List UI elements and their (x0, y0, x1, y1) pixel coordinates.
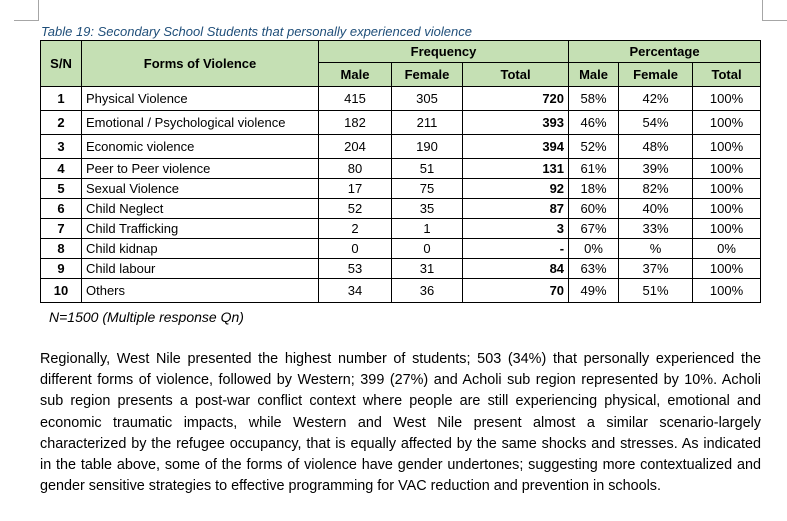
cell-total: 3 (463, 219, 569, 239)
cell-form: Child labour (82, 259, 319, 279)
cell-form: Others (82, 279, 319, 303)
cell-sn: 1 (41, 87, 82, 111)
cell-form: Physical Violence (82, 87, 319, 111)
cell-pct-female: 33% (619, 219, 693, 239)
cell-sn: 8 (41, 239, 82, 259)
cell-pct-male: 67% (569, 219, 619, 239)
cell-pct-total: 100% (693, 279, 761, 303)
cell-pct-female: 51% (619, 279, 693, 303)
table-row (41, 219, 761, 239)
cell-pct-male: 63% (569, 259, 619, 279)
cell-pct-total: 100% (693, 179, 761, 199)
cell-sn: 2 (41, 111, 82, 135)
header-percentage: Percentage (569, 41, 761, 63)
table-row (41, 199, 761, 219)
cell-total: 393 (463, 111, 569, 135)
cell-sn: 3 (41, 135, 82, 159)
cell-pct-total: 100% (693, 159, 761, 179)
cell-sn: 5 (41, 179, 82, 199)
cell-pct-total: 100% (693, 199, 761, 219)
cell-pct-male: 46% (569, 111, 619, 135)
cell-form: Peer to Peer violence (82, 159, 319, 179)
header-sn: S/N (41, 41, 82, 87)
sample-size-note: N=1500 (Multiple response Qn) (49, 309, 244, 325)
cell-pct-total: 100% (693, 259, 761, 279)
table-row (41, 87, 761, 111)
cell-total: 92 (463, 179, 569, 199)
cell-total: 87 (463, 199, 569, 219)
cell-female: 211 (392, 111, 463, 135)
cell-female: 51 (392, 159, 463, 179)
cell-pct-female: 82% (619, 179, 693, 199)
table-row (41, 135, 761, 159)
cell-pct-female: % (619, 239, 693, 259)
cell-female: 1 (392, 219, 463, 239)
cell-pct-female: 54% (619, 111, 693, 135)
header-freq-female: Female (392, 63, 463, 87)
violence-table (40, 40, 761, 303)
table-row (41, 111, 761, 135)
header-pct-total: Total (693, 63, 761, 87)
cell-total: - (463, 239, 569, 259)
cell-pct-female: 37% (619, 259, 693, 279)
cell-pct-total: 100% (693, 111, 761, 135)
crop-mark-top-left (14, 0, 39, 21)
cell-pct-total: 100% (693, 219, 761, 239)
cell-female: 75 (392, 179, 463, 199)
cell-pct-male: 18% (569, 179, 619, 199)
cell-sn: 4 (41, 159, 82, 179)
cell-pct-female: 42% (619, 87, 693, 111)
cell-total: 394 (463, 135, 569, 159)
table-row (41, 279, 761, 303)
cell-pct-male: 58% (569, 87, 619, 111)
cell-form: Child Neglect (82, 199, 319, 219)
table-row (41, 159, 761, 179)
cell-male: 2 (319, 219, 392, 239)
cell-male: 0 (319, 239, 392, 259)
header-row-top (41, 41, 761, 63)
cell-sn: 7 (41, 219, 82, 239)
table-caption: Table 19: Secondary School Students that personally experienced violence (41, 24, 472, 39)
cell-pct-total: 100% (693, 87, 761, 111)
table-row (41, 239, 761, 259)
cell-pct-total: 100% (693, 135, 761, 159)
cell-pct-female: 40% (619, 199, 693, 219)
cell-pct-female: 48% (619, 135, 693, 159)
cell-form: Economic violence (82, 135, 319, 159)
header-frequency: Frequency (319, 41, 569, 63)
cell-sn: 6 (41, 199, 82, 219)
cell-total: 70 (463, 279, 569, 303)
cell-pct-total: 0% (693, 239, 761, 259)
cell-female: 0 (392, 239, 463, 259)
body-paragraph: Regionally, West Nile presented the highest number of students; 503 (34%) that personally experienced the different forms of violence, followed by Western; 399 (27%) and Acholi sub region represented by 10%. Acholi sub region presents a post-war conflict context where people are still experiencing physical, emotional and economic traumatic impacts, while Western and West Nile present almost a similar scenario-largely characterized by the refugee occupancy, that is equally affected by the same shocks and stresses. As indicated in the table above, some of the forms of violence have gender undertones; suggesting more contextualized and gender sensitive strategies to effective programming for VAC reduction and prevention in schools. (40, 351, 761, 495)
header-freq-total: Total (463, 63, 569, 87)
cell-form: Child kidnap (82, 239, 319, 259)
header-freq-male: Male (319, 63, 392, 87)
cell-form: Sexual Violence (82, 179, 319, 199)
cell-pct-male: 49% (569, 279, 619, 303)
cell-male: 17 (319, 179, 392, 199)
cell-total: 720 (463, 87, 569, 111)
cell-pct-male: 60% (569, 199, 619, 219)
cell-total: 84 (463, 259, 569, 279)
header-pct-male: Male (569, 63, 619, 87)
cell-female: 36 (392, 279, 463, 303)
cell-male: 52 (319, 199, 392, 219)
cell-male: 53 (319, 259, 392, 279)
cell-form: Emotional / Psychological violence (82, 111, 319, 135)
cell-female: 35 (392, 199, 463, 219)
cell-male: 204 (319, 135, 392, 159)
cell-male: 80 (319, 159, 392, 179)
cell-female: 305 (392, 87, 463, 111)
table-row (41, 259, 761, 279)
cell-total: 131 (463, 159, 569, 179)
cell-male: 34 (319, 279, 392, 303)
crop-mark-top-right (762, 0, 787, 21)
cell-pct-male: 0% (569, 239, 619, 259)
cell-male: 415 (319, 87, 392, 111)
cell-female: 190 (392, 135, 463, 159)
cell-form: Child Trafficking (82, 219, 319, 239)
header-pct-female: Female (619, 63, 693, 87)
cell-female: 31 (392, 259, 463, 279)
cell-sn: 9 (41, 259, 82, 279)
cell-pct-male: 52% (569, 135, 619, 159)
table-row (41, 179, 761, 199)
cell-pct-female: 39% (619, 159, 693, 179)
header-forms: Forms of Violence (82, 41, 319, 87)
cell-male: 182 (319, 111, 392, 135)
cell-pct-male: 61% (569, 159, 619, 179)
cell-sn: 10 (41, 279, 82, 303)
